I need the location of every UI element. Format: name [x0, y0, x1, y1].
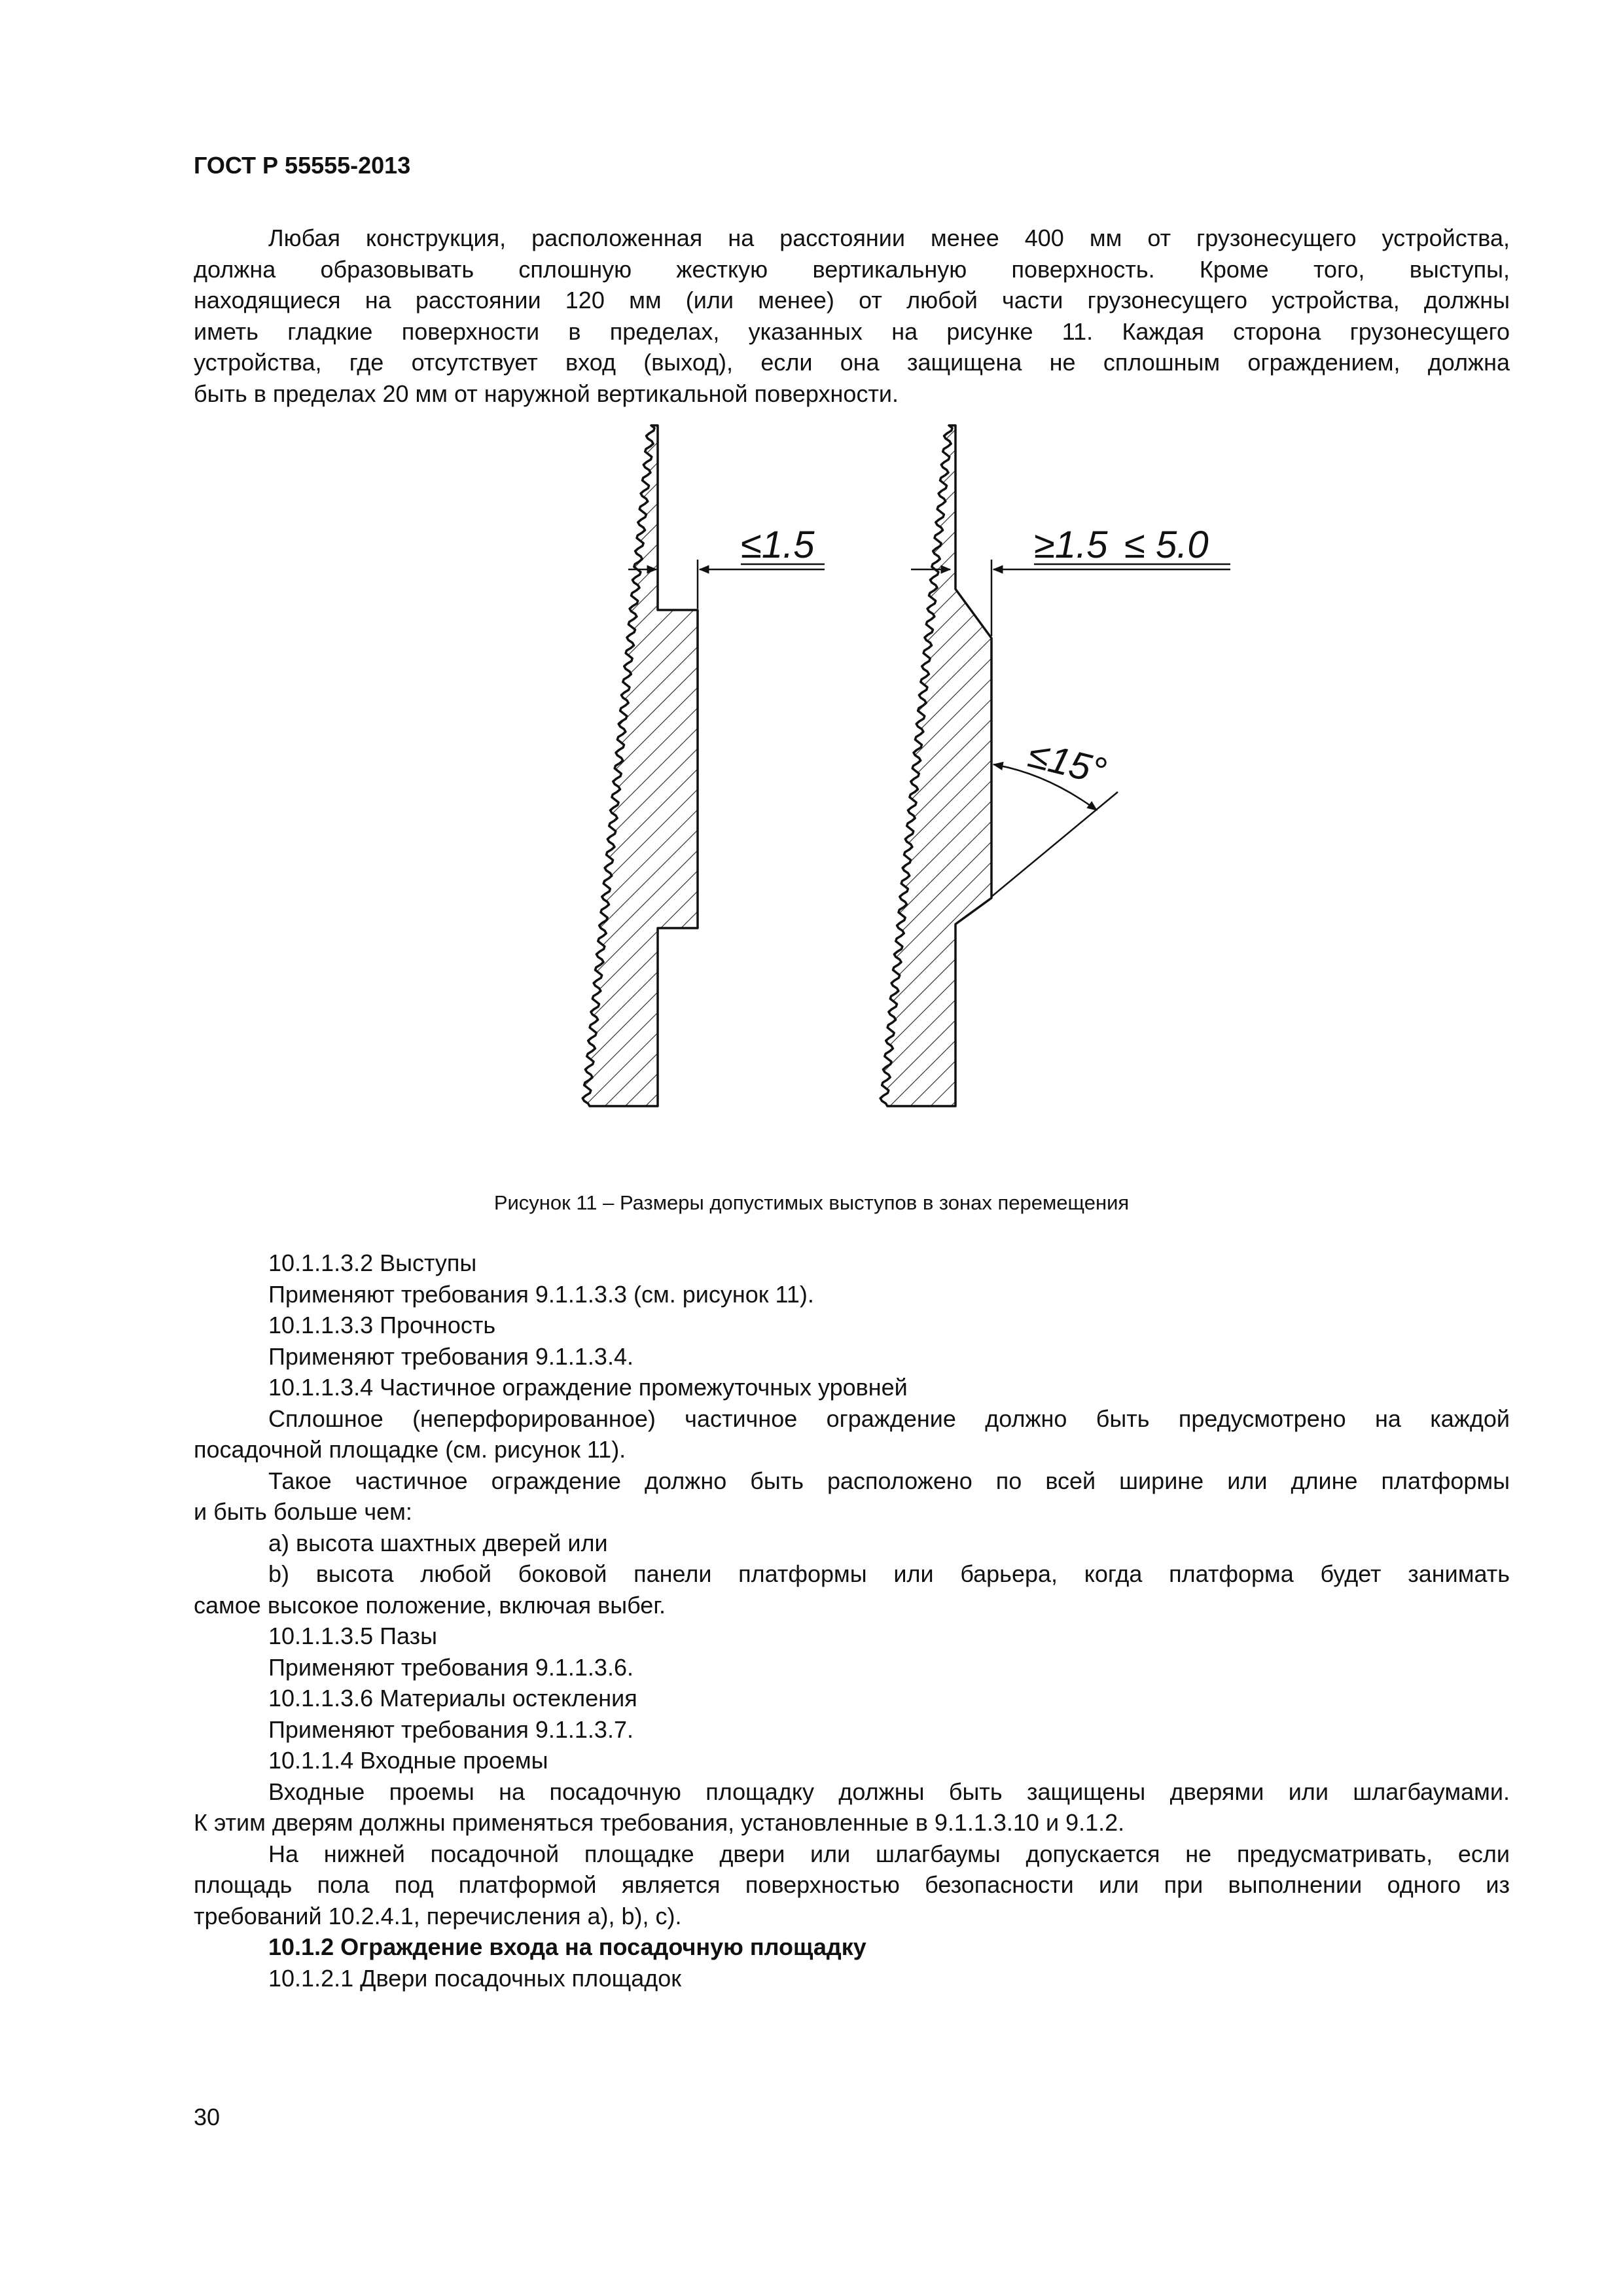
main-body: [194, 1247, 1510, 1994]
text-line: Применяют требования 9.1.1.3.4.: [268, 1342, 633, 1370]
clause-heading: 10.1.1.3.5 Пазы: [268, 1623, 438, 1649]
text-line: устройства, где отсутствует вход (выход), если она защищена не сплошным ограждением, должна: [194, 349, 1510, 376]
left-wall-section: [582, 425, 698, 1106]
clause-heading: 10.1.1.3.3 Прочность: [268, 1312, 496, 1338]
text-line: должна образовывать сплошную жесткую вертикальную поверхность. Кроме того, выступы,: [194, 255, 1510, 283]
text-line: требований 10.2.4.1, перечисления a), b), c).: [194, 1902, 682, 1929]
right-wall-section: [880, 425, 991, 1106]
intro-paragraph: [194, 223, 1510, 409]
text-line: Применяют требования 9.1.1.3.7.: [268, 1715, 633, 1743]
right-dimension-min-label: ≥1.5: [1034, 524, 1108, 566]
text-line: Применяют требования 9.1.1.3.6.: [268, 1653, 633, 1681]
figure-11: [563, 412, 1270, 1132]
text-line: посадочной площадке (см. рисунок 11).: [194, 1436, 626, 1463]
page-number: 30: [194, 2104, 221, 2130]
right-dimension-max-label: ≤ 5.0: [1124, 524, 1209, 566]
text-line: самое высокое положение, включая выбег.: [194, 1591, 666, 1619]
list-item: a) высота шахтных дверей или: [268, 1529, 608, 1556]
text-line: Сплошное (неперфорированное) частичное ограждение должно быть предусмотрено на каждой: [268, 1405, 1510, 1432]
text-line: быть в пределах 20 мм от наружной вертикальной поверхности.: [194, 380, 899, 407]
text-line: Любая конструкция, расположенная на расстоянии менее 400 мм от грузонесущего устройства,: [268, 224, 1510, 251]
text-line: На нижней посадочной площадке двери или шлагбаумы допускается не предусматривать, если: [268, 1840, 1510, 1867]
left-dimension-label: ≤1.5: [741, 524, 815, 566]
clause-heading: 10.1.1.3.6 Материалы остекления: [268, 1685, 637, 1712]
figure-drawing: [563, 412, 1270, 1132]
clause-heading: 10.1.2.1 Двери посадочных площадок: [268, 1964, 682, 1992]
text-line: Применяют требования 9.1.1.3.3 (см. рисунок 11).: [268, 1280, 814, 1308]
list-item: b) высота любой боковой панели платформы или барьера, когда платформа будет занимать: [268, 1560, 1510, 1587]
text-line: площадь пола под платформой является поверхностью безопасности или при выполнении одного из: [194, 1871, 1510, 1898]
clause-heading: 10.1.1.4 Входные проемы: [268, 1747, 548, 1774]
text-line: и быть больше чем:: [194, 1498, 412, 1525]
text-line: Такое частичное ограждение должно быть расположено по всей ширине или длине платформы: [268, 1467, 1510, 1494]
document-header: ГОСТ Р 55555-2013: [194, 152, 411, 179]
clause-heading: 10.1.1.3.4 Частичное ограждение промежуточных уровней: [268, 1374, 908, 1401]
section-heading: 10.1.2 Ограждение входа на посадочную площадку: [268, 1933, 866, 1960]
text-line: находящиеся на расстоянии 120 мм (или менее) от любой части грузонесущего устройства, должны: [194, 287, 1510, 314]
text-line: Входные проемы на посадочную площадку должны быть защищены дверями или шлагбаумами.: [268, 1778, 1510, 1805]
clause-heading: 10.1.1.3.2 Выступы: [268, 1249, 477, 1276]
text-line: иметь гладкие поверхности в пределах, указанных на рисунке 11. Каждая сторона грузонесущего: [194, 317, 1510, 345]
angle-label: ≤15°: [1024, 732, 1111, 793]
text-line: К этим дверям должны применяться требования, установленные в 9.1.1.3.10 и 9.1.2.: [194, 1809, 1125, 1836]
figure-caption: Рисунок 11 – Размеры допустимых выступов в зонах перемещения: [493, 1191, 1130, 1214]
